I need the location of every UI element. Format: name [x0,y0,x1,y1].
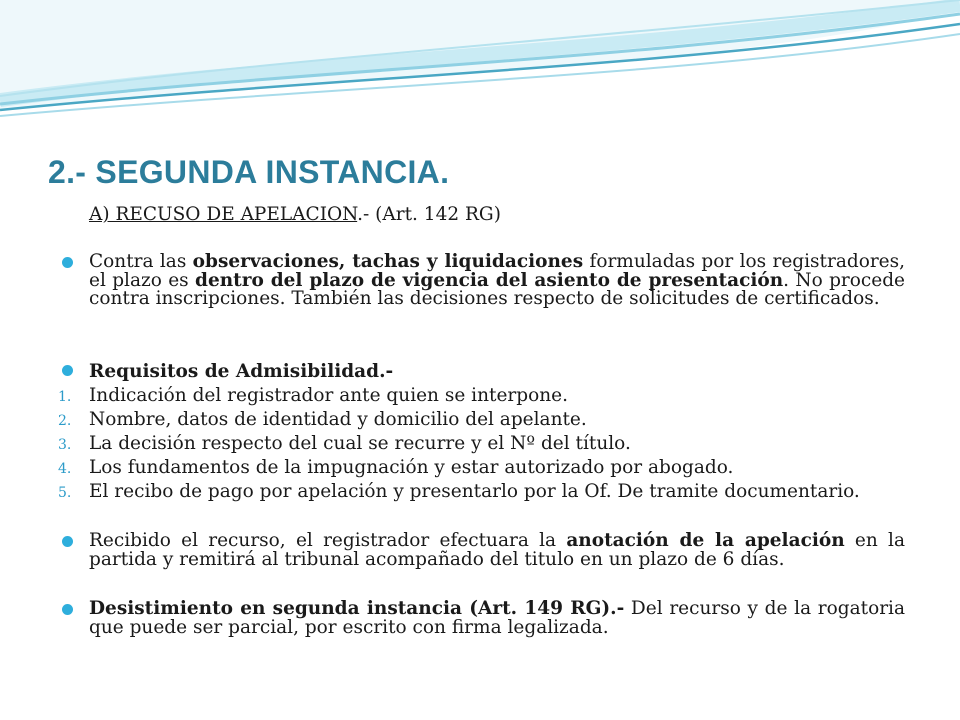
list-item: Indicación del registrador ante quien se interpone. [89,385,568,406]
list-number: 2. [58,413,72,429]
slide-title: 2.- SEGUNDA INSTANCIA. [48,154,450,190]
list-number: 5. [58,485,72,501]
slide-subtitle [89,204,501,225]
bullet-icon [62,604,73,615]
paragraph-observaciones: Contra las observaciones, tachas y liquidaciones formuladas por los registradores, el plazo es dentro del plazo de vigencia del asiento de presentación. No procede contra inscripciones. También las decisiones respecto de solicitudes de certificados. [89,251,905,309]
list-item: La decisión respecto del cual se recurre y el Nº del título. [89,433,631,454]
bullet-icon [62,257,73,268]
subtitle-rest: .- (Art. 142 RG) [357,204,501,225]
requisitos-heading: Requisitos de Admisibilidad.- [89,361,394,382]
subtitle-underlined: A) RECUSO DE APELACION [89,204,358,225]
list-number: 4. [58,461,72,477]
paragraph-desistimiento: Desistimiento en segunda instancia (Art. 149 RG).- Del recurso y de la rogatoria que puede ser parcial, por escrito con firma legalizada. [89,598,905,638]
bullet-icon [62,536,73,547]
list-item: El recibo de pago por apelación y presentarlo por la Of. De tramite documentario. [89,481,860,502]
paragraph-recibido: Recibido el recurso, el registrador efectuara la anotación de la apelación en la partida y remitirá al tribunal acompañado del titulo en un plazo de 6 días. [89,530,905,570]
list-item: Nombre, datos de identidad y domicilio del apelante. [89,409,587,430]
list-number: 3. [58,437,72,453]
bullet-icon [62,365,73,376]
list-item: Los fundamentos de la impugnación y estar autorizado por abogado. [89,457,734,478]
list-number: 1. [58,389,72,405]
header-wave-decoration [0,0,960,120]
